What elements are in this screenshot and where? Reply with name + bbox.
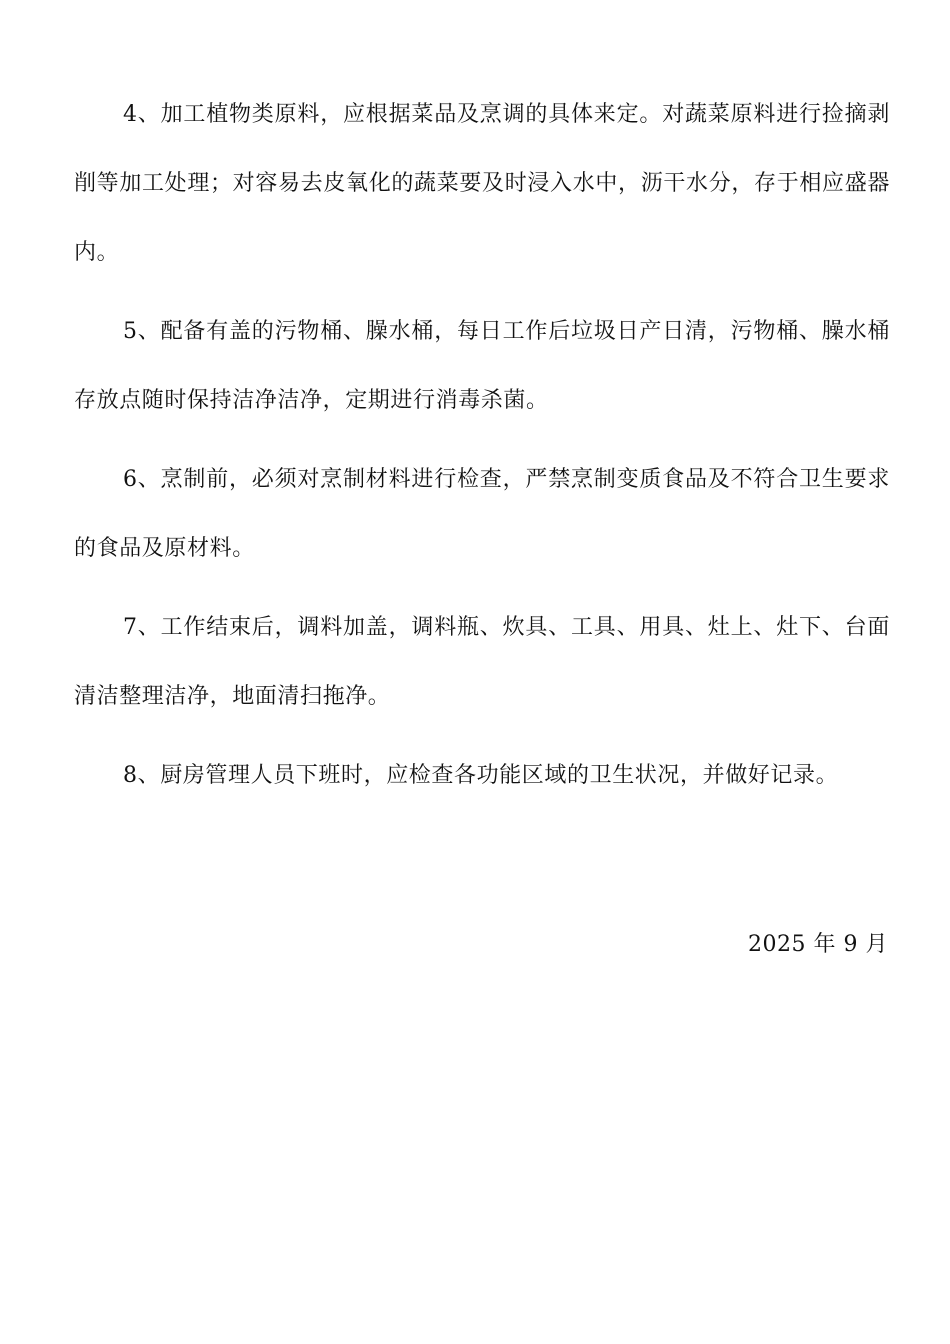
paragraph-item-4: 4、加工植物类原料，应根据菜品及烹调的具体来定。对蔬菜原料进行捡摘剥削等加工处理；对容易去皮氧化的蔬菜要及时浸入水中，沥干水分，存于相应盛器内。 [74, 102, 890, 265]
paragraph-item-8: 8、厨房管理人员下班时，应检查各功能区域的卫生状况，并做好记录。 [123, 763, 839, 788]
paragraph-item-5: 5、配备有盖的污物桶、臊水桶，每日工作后垃圾日产日清，污物桶、臊水桶存放点随时保持洁净洁净，定期进行消毒杀菌。 [74, 319, 890, 413]
paragraph-item-6: 6、烹制前，必须对烹制材料进行检查，严禁烹制变质食品及不符合卫生要求的食品及原材料。 [74, 467, 890, 561]
paragraph-item-7: 7、工作结束后，调料加盖，调料瓶、炊具、工具、用具、灶上、灶下、台面清洁整理洁净，地面清扫拖净。 [74, 615, 890, 709]
document-date: 2025 年 9 月 [748, 932, 888, 957]
document-body [74, 80, 890, 820]
